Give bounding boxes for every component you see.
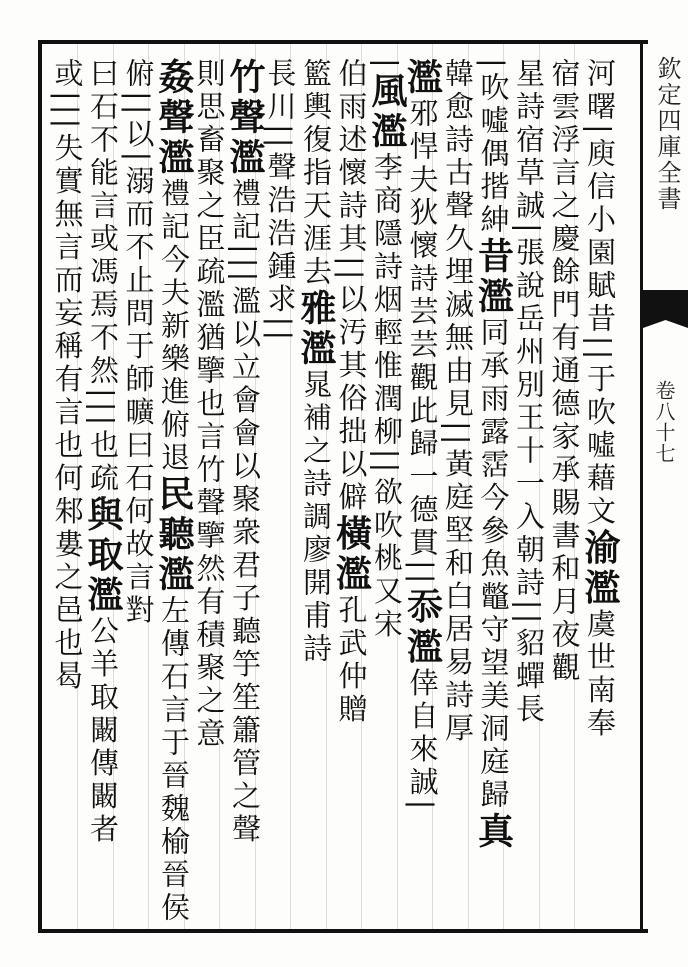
entry-text: 庾信小園賦昔| xyxy=(583,137,617,350)
entry-text: 李商隱詩烟輕惟潤柳||欲吹桃又宋 xyxy=(370,151,404,642)
entry-text: |貂蟬長 xyxy=(512,613,546,727)
entry-text: 邪悍夫狄懷詩芸芸觀此歸一德貫| xyxy=(405,98,440,574)
margin-volume-label: 卷八十七 xyxy=(652,380,676,464)
entry-text: 宿雲浮 xyxy=(547,58,582,157)
entry-text: 虞世南奉 xyxy=(583,608,617,741)
entry-text: 則思畜聚之臣疏濫猶擥也言竹聲擥然有積聚之意 xyxy=(192,58,227,751)
entry-headword: 渝濫 xyxy=(579,528,621,609)
entry-headword: 姦聲濫 xyxy=(153,58,195,178)
entry-text: 禮記今夫新樂進俯退 xyxy=(157,178,191,475)
fish-tail-mark xyxy=(643,290,688,320)
entry-text: 星詩宿草誠| xyxy=(512,58,546,237)
entry-text: 俯||以|溺而不止 xyxy=(121,58,156,298)
entry-text: 于吹噓藉文 xyxy=(583,363,617,529)
entry-text: 倖自來誠| xyxy=(405,667,440,814)
entry-headword: 濫 xyxy=(401,58,444,98)
entry-text: 白居易詩厚 xyxy=(441,580,475,746)
entry-text: | xyxy=(405,573,440,588)
entry-text: 同承雨露霑今參魚鼈守望美洞庭歸 xyxy=(476,316,511,812)
entry-text: | xyxy=(370,58,404,72)
entry-text: 韓愈詩古聲久埋滅無由見| xyxy=(441,58,475,435)
entry-text: 問于師曠曰石何故言對 xyxy=(121,297,156,628)
entry-headword: 真 xyxy=(472,811,515,852)
entry-text: |吹噓偶揩紳 xyxy=(476,58,511,237)
margin-book-title: 欽定四庫全書 xyxy=(653,56,681,212)
entry-headword: 竹聲濫 xyxy=(224,58,266,178)
entry-text: 曰石不能言或馮焉不然|||也疏 xyxy=(86,58,120,496)
entry-headword: 民聽濫 xyxy=(153,475,195,595)
entry-text: 或|||失實無言而妄稱有言也 xyxy=(50,58,85,463)
entry-headword: 橫濫 xyxy=(330,514,373,595)
entry-text: 河曙 xyxy=(583,58,617,124)
entry-text: 言之慶餘門有通德家承賜書 xyxy=(547,157,582,553)
entry-headword: 風濫 xyxy=(366,71,408,152)
entry-text: 伯雨述懷詩其||以汚其俗拙以僻 xyxy=(334,58,369,515)
entry-text: 籃輿復指天涯去 xyxy=(299,58,333,289)
entry-text: 長川||聲浩浩 xyxy=(263,58,298,251)
entry-headword: 與取濫 xyxy=(82,495,124,616)
entry-text: | xyxy=(583,124,617,138)
entry-text: 左傳石言于晉魏榆晉侯 xyxy=(157,595,191,925)
entry-text: 張說岳州別王十一入朝詩| xyxy=(512,236,546,614)
entry-text: 公羊取闞傳闞者 xyxy=(86,615,120,847)
entry-text: 禮記|||濫以立會會以聚衆君子聽竽笙簫管之聲 xyxy=(228,178,262,847)
text-column xyxy=(44,58,92,928)
entry-text: 晁補之詩調 xyxy=(299,369,333,534)
entry-text: 孔武仲贈 xyxy=(334,594,369,727)
entry-text: 和月夜觀 xyxy=(547,553,582,685)
entry-text: |黃庭堅和 xyxy=(441,434,475,581)
entry-text: 廖開甫詩 xyxy=(299,534,333,666)
entry-text: 何邾婁之邑也曷 xyxy=(50,462,85,694)
entry-headword: 忝濫 xyxy=(401,587,444,668)
entry-text: 鍾求|| xyxy=(263,250,298,345)
entry-text: | xyxy=(583,349,617,364)
entry-headword: 昔濫 xyxy=(472,236,515,317)
entry-headword: 雅濫 xyxy=(295,289,337,369)
